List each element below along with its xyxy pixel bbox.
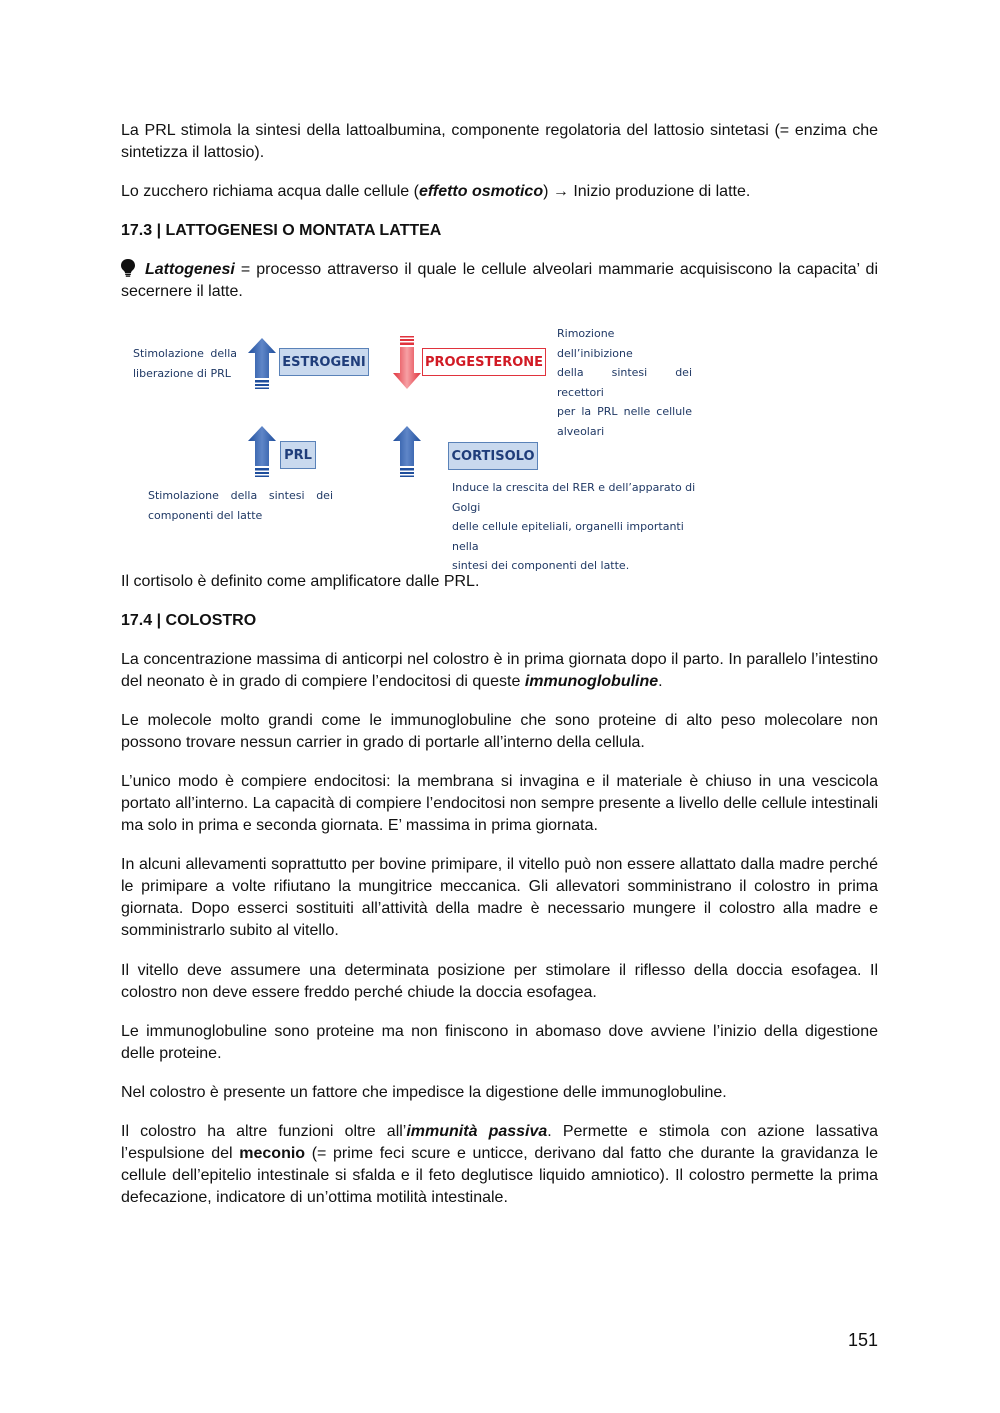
paragraph-allevamenti: In alcuni allevamenti soprattutto per bovine primipare, il vitello può non essere allattato dalla madre perché le primipare a volte rifiutano la mungitrice meccanica. Gli allevatori somministrano il colostro in prima giornata. Dopo esserci sostituiti all’attività della madre è necessario mungere il colostro alla madre e somministrarlo subito al vitello. <box>121 856 878 939</box>
paragraph-doccia-esofagea: Il vitello deve assumere una determinata posizione per stimolare il riflesso della doccia esofagea. Il colostro non deve essere freddo perché chiude la doccia esofagea. <box>121 962 878 1001</box>
paragraph-molecole-grandi: Le molecole molto grandi come le immunoglobuline che sono proteine di alto peso molecolare non possono trovare nessun carrier in grado di portarle all’interno della cellula. <box>121 712 878 751</box>
paragraph-effetto-osmotico: Lo zucchero richiama acqua dalle cellule (effetto osmotico) → Inizio produzione di latte. <box>121 183 751 200</box>
progesterone-down-arrow-icon <box>392 336 422 390</box>
cortisolo-note: Induce la crescita del RER e dell’apparato di Golgi delle cellule epiteliali, organelli importanti nella sintesi dei componenti del latte. <box>452 481 696 572</box>
prl-up-arrow-icon <box>247 426 277 478</box>
estrogeni-note: Stimolazione della liberazione di PRL <box>133 347 237 380</box>
cortisolo-box: CORTISOLO <box>448 442 538 470</box>
paragraph-abomaso: Le immunoglobuline sono proteine ma non finiscono in abomaso dove avviene l’inizio della digestione delle proteine. <box>121 1023 878 1062</box>
estrogeni-up-arrow-icon <box>247 338 277 390</box>
paragraph-anticorpi: La concentrazione massima di anticorpi nel colostro è in prima giornata dopo il parto. In parallelo l’intestino del neonato è in grado di compiere l’endocitosi di queste immunoglobuline. <box>121 651 878 690</box>
section-heading-colostro: 17.4 | COLOSTRO <box>121 612 257 629</box>
paragraph-meconio: Il colostro ha altre funzioni oltre all’immunità passiva. Permette e stimola con azione lassativa l’espulsione del meconio (= prime feci scure e unticce, derivano dal fatto che durante la gravidanza le cellule dell’epitelio intestinale si sfalda e il feto deglutisce liquido amniotico). Il colostro permette la prima defecazione, indicatore di un’ottima motilità intestinale. <box>121 1123 879 1206</box>
estrogeni-box: ESTROGENI <box>279 348 369 376</box>
lightbulb-icon <box>121 259 135 277</box>
paragraph-lattogenesi-definition: Lattogenesi = processo attraverso il quale le cellule alveolari mammarie acquisiscono la capacita’ di secernere il latte. <box>121 261 878 300</box>
section-heading-lattogenesi: 17.3 | LATTOGENESI O MONTATA LATTEA <box>121 222 442 239</box>
paragraph-prl-lattoalbumina: La PRL stimola la sintesi della lattoalbumina, componente regolatoria del lattosio sintetasi (= enzima che sintetizza il lattosio). <box>121 122 878 161</box>
cortisolo-up-arrow-icon <box>392 426 422 478</box>
progesterone-note: Rimozione dell’inibizione della sintesi dei recettori per la PRL nelle cellule alveolari <box>557 327 692 438</box>
hormone-diagram <box>121 320 721 572</box>
paragraph-cortisolo-amplificatore: Il cortisolo è definito come amplificatore dalle PRL. <box>121 573 480 590</box>
progesterone-box: PROGESTERONE <box>422 348 546 376</box>
page-number: 151 <box>847 1330 878 1350</box>
paragraph-endocitosi: L’unico modo è compiere endocitosi: la membrana si invagina e il materiale è chiuso in una vescicola portato all’interno. La capacità di compiere l’endocitosi non sempre presente a livello delle cellule intestinali ma solo in prima e seconda giornata. E’ massima in prima giornata. <box>121 773 878 834</box>
prl-box: PRL <box>280 441 316 469</box>
paragraph-fattore-digestione: Nel colostro è presente un fattore che impedisce la digestione delle immunoglobuline. <box>121 1084 727 1101</box>
prl-note: Stimolazione della sintesi dei componenti del latte <box>148 489 333 522</box>
